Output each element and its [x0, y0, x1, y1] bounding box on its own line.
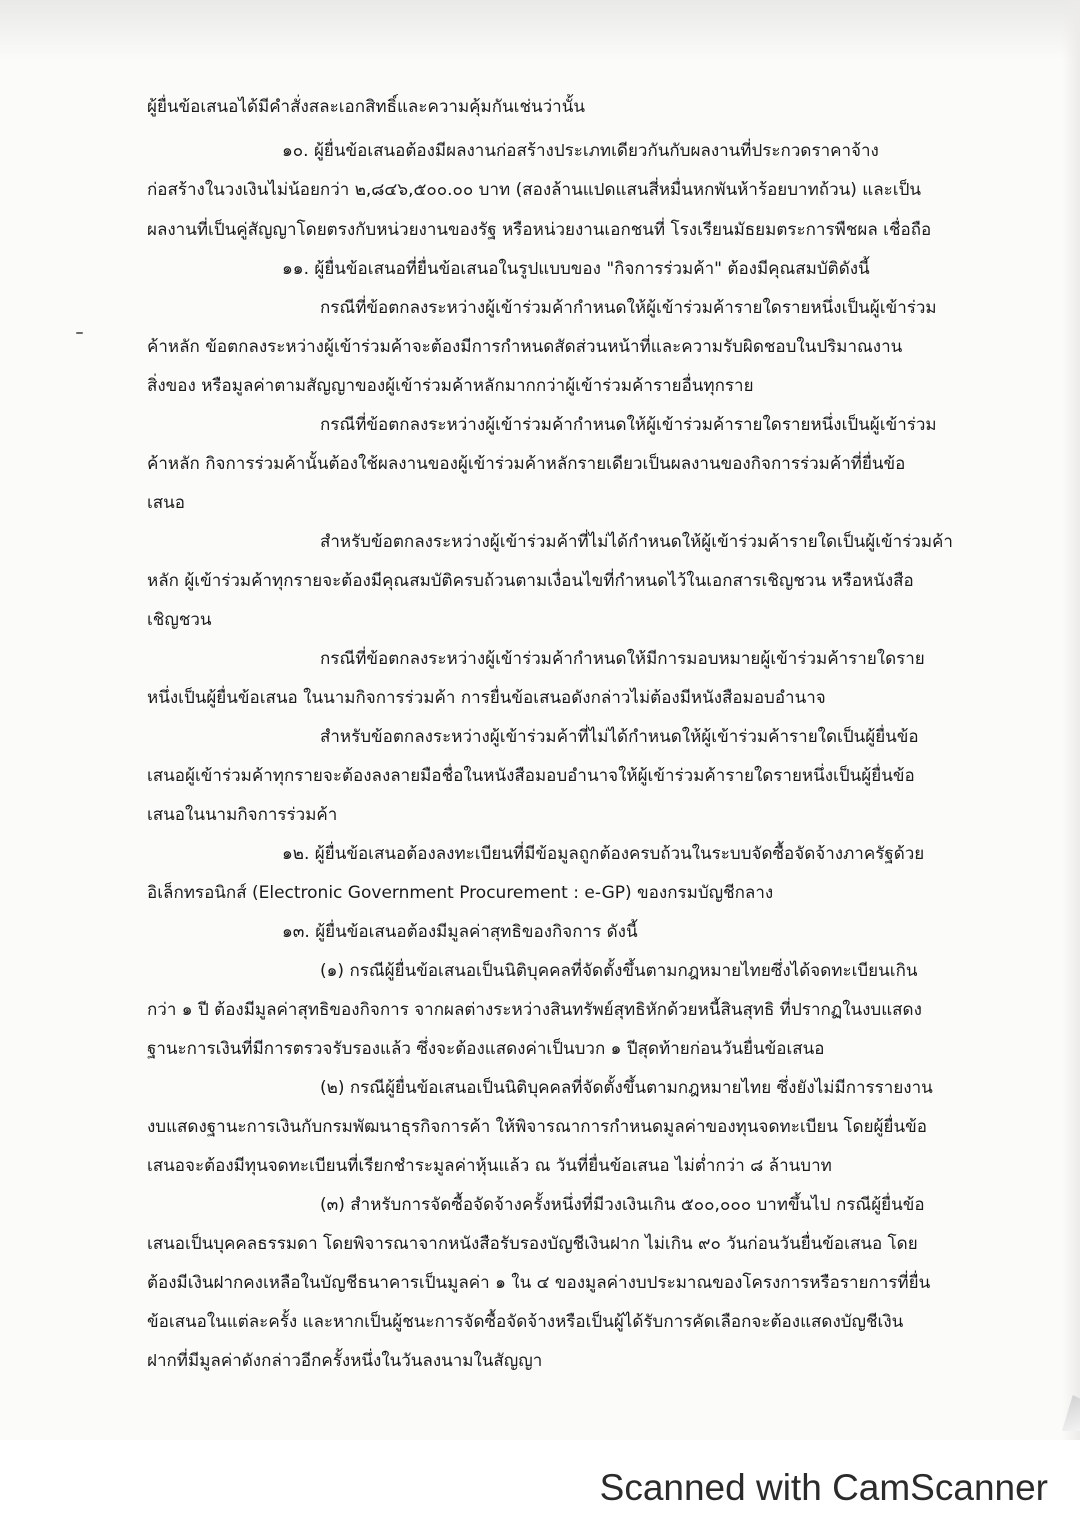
text-line: (๑) กรณีผู้ยื่นข้อเสนอเป็นนิติบุคคลที่จัดตั้งขึ้นตามกฎหมายไทยซึ่งได้จดทะเบียนเกิน [320, 961, 918, 981]
text-line: เชิญชวน [147, 610, 212, 630]
page-fold-corner [1062, 1395, 1080, 1431]
text-line: กรณีที่ข้อตกลงระหว่างผู้เข้าร่วมค้ากำหนดให้มีการมอบหมายผู้เข้าร่วมค้ารายใดราย [320, 649, 925, 669]
text-line: สำหรับข้อตกลงระหว่างผู้เข้าร่วมค้าที่ไม่ได้กำหนดให้ผู้เข้าร่วมค้ารายใดเป็นผู้เข้าร่วมค้า [320, 532, 953, 552]
text-line: ผู้ยื่นข้อเสนอได้มีคำสั่งสละเอกสิทธิ์และความคุ้มกันเช่นว่านั้น [147, 97, 585, 117]
text-line: เสนอในนามกิจการร่วมค้า [147, 805, 338, 825]
text-line: สำหรับข้อตกลงระหว่างผู้เข้าร่วมค้าที่ไม่ได้กำหนดให้ผู้เข้าร่วมค้ารายใดเป็นผู้ยื่นข้อ [320, 727, 919, 747]
text-line: (๓) สำหรับการจัดซื้อจัดจ้างครั้งหนึ่งที่มีวงเงินเกิน ๕๐๐,๐๐๐ บาทขึ้นไป กรณีผู้ยื่นข้อ [320, 1195, 925, 1215]
text-line: สิ่งของ หรือมูลค่าตามสัญญาของผู้เข้าร่วมค้าหลักมากกว่าผู้เข้าร่วมค้ารายอื่นทุกราย [147, 376, 754, 396]
text-line: ๑๑. ผู้ยื่นข้อเสนอที่ยื่นข้อเสนอในรูปแบบของ "กิจการร่วมค้า" ต้องมีคุณสมบัติดังนี้ [282, 259, 870, 279]
text-line: กว่า ๑ ปี ต้องมีมูลค่าสุทธิของกิจการ จากผลต่างระหว่างสินทรัพย์สุทธิหักด้วยหนี้สินสุทธิ ที่ปรากฏในงบแสดง [147, 1000, 922, 1020]
text-line: ต้องมีเงินฝากคงเหลือในบัญชีธนาคารเป็นมูลค่า ๑ ใน ๔ ของมูลค่างบประมาณของโครงการหรือรายการที่ยื่น [147, 1273, 931, 1293]
text-line: เสนอผู้เข้าร่วมค้าทุกรายจะต้องลงลายมือชื่อในหนังสือมอบอำนาจให้ผู้เข้าร่วมค้ารายใดรายหนึ่งเป็นผู้ยื่นข้อ [147, 766, 915, 786]
text-line: เสนอ [147, 493, 186, 513]
text-line: เสนอเป็นบุคคลธรรมดา โดยพิจารณาจากหนังสือรับรองบัญชีเงินฝาก ไม่เกิน ๙๐ วันก่อนวันยื่นข้อเสนอ โดย [147, 1234, 918, 1254]
text-line: กรณีที่ข้อตกลงระหว่างผู้เข้าร่วมค้ากำหนดให้ผู้เข้าร่วมค้ารายใดรายหนึ่งเป็นผู้เข้าร่วม [320, 415, 937, 435]
text-line: เสนอจะต้องมีทุนจดทะเบียนที่เรียกชำระมูลค่าหุ้นแล้ว ณ วันที่ยื่นข้อเสนอ ไม่ต่ำกว่า ๘ ล้านบาท [147, 1156, 832, 1176]
text-line: (๒) กรณีผู้ยื่นข้อเสนอเป็นนิติบุคคลที่จัดตั้งขึ้นตามกฎหมายไทย ซึ่งยังไม่มีการรายงาน [320, 1078, 933, 1098]
text-line: ฐานะการเงินที่มีการตรวจรับรองแล้ว ซึ่งจะต้องแสดงค่าเป็นบวก ๑ ปีสุดท้ายก่อนวันยื่นข้อเสนอ [147, 1039, 825, 1059]
text-line: ๑๓. ผู้ยื่นข้อเสนอต้องมีมูลค่าสุทธิของกิจการ ดังนี้ [282, 922, 638, 942]
text-line: อิเล็กทรอนิกส์ (Electronic Government Procurement : e-GP) ของกรมบัญชีกลาง [147, 883, 774, 903]
text-line: ค้าหลัก กิจการร่วมค้านั้นต้องใช้ผลงานของผู้เข้าร่วมค้าหลักรายเดียวเป็นผลงานของกิจการร่วมค้าที่ยื่นข้อ [147, 454, 906, 474]
text-line: ก่อสร้างในวงเงินไม่น้อยกว่า ๒,๘๔๖,๕๐๐.๐๐ บาท (สองล้านแปดแสนสี่หมื่นหกพันห้าร้อยบาทถ้วน) และเป็น [147, 180, 922, 200]
text-line: หลัก ผู้เข้าร่วมค้าทุกรายจะต้องมีคุณสมบัติครบถ้วนตามเงื่อนไขที่กำหนดไว้ในเอกสารเชิญชวน หรือหนังสือ [147, 571, 914, 591]
text-line: ผลงานที่เป็นคู่สัญญาโดยตรงกับหน่วยงานของรัฐ หรือหน่วยงานเอกชนที่ โรงเรียนมัธยมตระการพืชผล เชื่อถือ [147, 220, 932, 240]
text-line: งบแสดงฐานะการเงินกับกรมพัฒนาธุรกิจการค้า ให้พิจารณาการกำหนดมูลค่าของทุนจดทะเบียน โดยผู้ยื่นข้อ [147, 1117, 927, 1137]
text-line: ข้อเสนอในแต่ละครั้ง และหากเป็นผู้ชนะการจัดซื้อจัดจ้างหรือเป็นผู้ได้รับการคัดเลือกจะต้องแสดงบัญชีเงิน [147, 1312, 904, 1332]
text-line: หนึ่งเป็นผู้ยื่นข้อเสนอ ในนามกิจการร่วมค้า การยื่นข้อเสนอดังกล่าวไม่ต้องมีหนังสือมอบอำนาจ [147, 688, 826, 708]
text-line: ค้าหลัก ข้อตกลงระหว่างผู้เข้าร่วมค้าจะต้องมีการกำหนดสัดส่วนหน้าที่และความรับผิดชอบในปริมาณงาน [147, 337, 903, 357]
camscanner-watermark: Scanned with CamScanner [599, 1467, 1048, 1508]
text-line: ๑๒. ผู้ยื่นข้อเสนอต้องลงทะเบียนที่มีข้อมูลถูกต้องครบถ้วนในระบบจัดซื้อจัดจ้างภาครัฐด้วย [282, 844, 925, 864]
text-line: กรณีที่ข้อตกลงระหว่างผู้เข้าร่วมค้ากำหนดให้ผู้เข้าร่วมค้ารายใดรายหนึ่งเป็นผู้เข้าร่วม [320, 298, 937, 318]
text-line: ฝากที่มีมูลค่าดังกล่าวอีกครั้งหนึ่งในวันลงนามในสัญญา [147, 1351, 543, 1371]
scan-speck [76, 332, 83, 334]
text-line: ๑๐. ผู้ยื่นข้อเสนอต้องมีผลงานก่อสร้างประเภทเดียวกันกับผลงานที่ประกวดราคาจ้าง [282, 141, 879, 161]
